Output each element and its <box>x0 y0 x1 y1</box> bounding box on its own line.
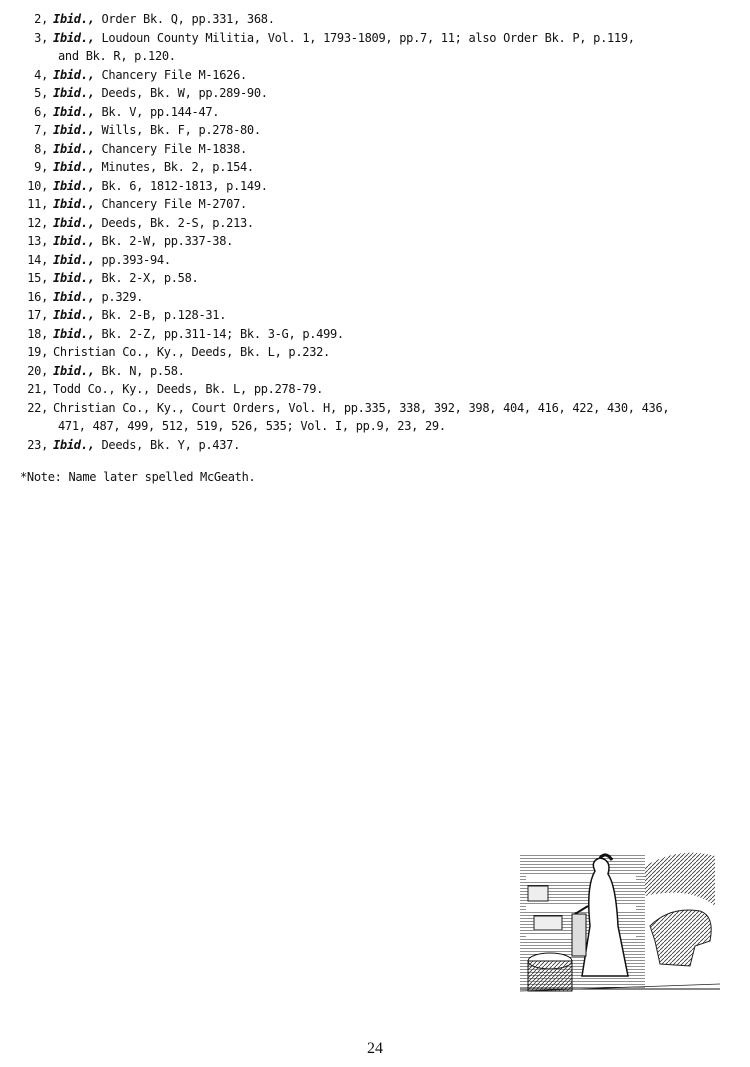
ibid-label: Ibid., <box>53 289 95 304</box>
ibid-label: Ibid., <box>53 30 95 45</box>
ibid-label: Ibid., <box>53 141 95 156</box>
citation-text: Deeds, Bk. W, pp.289-90. <box>101 86 268 100</box>
page-number: 24 <box>367 1040 383 1057</box>
footnote-text <box>53 269 740 288</box>
footnote-number: 6, <box>34 104 48 119</box>
footnote-item <box>20 29 740 48</box>
ibid-label: Ibid., <box>53 252 95 267</box>
ibid-label: Ibid., <box>53 271 95 285</box>
ibid-label: Ibid., <box>53 160 95 174</box>
footnote-item <box>20 214 740 233</box>
footnote-item <box>20 232 740 251</box>
footnote-number: 14, <box>27 252 48 267</box>
footnote-item <box>20 306 740 325</box>
ibid-label: Ibid., <box>53 123 95 137</box>
citation-text: Minutes, Bk. 2, p.154. <box>101 160 254 174</box>
footnote-text <box>53 399 740 418</box>
footnote-number: 23, <box>27 437 48 452</box>
footnote-text <box>53 10 740 29</box>
footnote-number: 20, <box>27 363 48 378</box>
footnote-text <box>53 158 740 177</box>
footnote-continuation: and Bk. R, p.120. <box>58 49 176 63</box>
ibid-label: Ibid., <box>53 234 95 248</box>
footnote-number: 22, <box>27 400 48 415</box>
footnote-number: 8, <box>34 141 48 156</box>
footnote-text <box>53 325 740 344</box>
citation-text: Bk. 6, 1812-1813, p.149. <box>101 178 268 193</box>
citation-text: Bk. 2-W, pp.337-38. <box>101 234 234 248</box>
footnote-item <box>20 84 740 103</box>
footnote-number: 4, <box>34 67 48 82</box>
citation-text: Bk. V, pp.144-47. <box>101 104 220 119</box>
citation-text: Todd Co., Ky., Deeds, Bk. L, pp.278-79. <box>53 382 324 396</box>
citation-text: Christian Co., Ky., Deeds, Bk. L, p.232. <box>53 345 330 359</box>
footnote-number: 21, <box>27 382 48 396</box>
footnote-number: 17, <box>27 308 48 322</box>
ibid-label: Ibid., <box>53 104 95 119</box>
citation-text: Wills, Bk. F, p.278-80. <box>101 123 261 137</box>
footnote-item <box>20 399 740 418</box>
citation-text: Chancery File M-2707. <box>101 197 247 211</box>
footnote-text <box>53 66 740 85</box>
citation-text: Bk. 2-B, p.128-31. <box>101 308 227 322</box>
footnote-item <box>20 362 740 381</box>
citation-text: Loudoun County Militia, Vol. 1, 1793-1809, pp.7, 11; also Order Bk. P, p.119, <box>101 30 635 45</box>
citation-text: Bk. N, p.58. <box>101 363 185 378</box>
citation-text: Bk. 2-Z, pp.311-14; Bk. 3-G, p.499. <box>101 326 344 341</box>
footnote-text <box>53 29 740 48</box>
footnote-item <box>20 195 740 214</box>
footnote-list <box>20 10 740 454</box>
ibid-label: Ibid., <box>53 178 95 193</box>
footnote-text <box>53 195 740 214</box>
citation-text: Chancery File M-1838. <box>101 141 247 156</box>
footnote-text <box>53 84 740 103</box>
footnote-number: 12, <box>27 215 48 230</box>
footnote-number: 19, <box>27 345 48 359</box>
footnote-number: 16, <box>27 289 48 304</box>
ibid-label: Ibid., <box>53 197 95 211</box>
footnote-text <box>53 288 740 307</box>
footnote-text <box>53 362 740 381</box>
footnote-number: 18, <box>27 326 48 341</box>
footnote-number: 10, <box>27 178 48 193</box>
footnote-item <box>20 269 740 288</box>
footnote-number: 2, <box>34 12 48 26</box>
footnote-note: *Note: Name later spelled McGeath. <box>20 470 256 484</box>
ibid-label: Ibid., <box>53 437 95 452</box>
footnote-item <box>20 158 740 177</box>
footnote-item <box>20 140 740 159</box>
footnote-number: 15, <box>27 271 48 285</box>
footnote-item <box>20 288 740 307</box>
footnote-text <box>53 436 740 455</box>
woodcut-illustration <box>520 846 720 996</box>
citation-text: Chancery File M-1626. <box>101 67 247 82</box>
footnote-item <box>20 343 740 362</box>
footnote-item <box>20 325 740 344</box>
ibid-label: Ibid., <box>53 363 95 378</box>
footnote-number: 3, <box>34 30 48 45</box>
footnote-text <box>53 343 740 362</box>
footnote-number: 13, <box>27 234 48 248</box>
ibid-label: Ibid., <box>53 215 95 230</box>
footnote-text <box>53 214 740 233</box>
footnote-text <box>53 103 740 122</box>
citation-text: Christian Co., Ky., Court Orders, Vol. H, pp.335, 338, 392, 398, 404, 416, 422, 430, 436, <box>53 400 670 415</box>
citation-text: Deeds, Bk. 2-S, p.213. <box>101 215 254 230</box>
footnote-item <box>20 66 740 85</box>
citation-text: Bk. 2-X, p.58. <box>101 271 199 285</box>
ibid-label: Ibid., <box>53 86 95 100</box>
citation-text: Order Bk. Q, pp.331, 368. <box>101 12 275 26</box>
footnote-text <box>53 251 740 270</box>
ibid-label: Ibid., <box>53 12 95 26</box>
footnote-number: 11, <box>27 197 48 211</box>
footnote-item <box>20 177 740 196</box>
footnote-number: 9, <box>34 160 48 174</box>
footnote-item <box>20 380 740 399</box>
citation-text: p.329. <box>101 289 144 304</box>
footnote-number: 7, <box>34 123 48 137</box>
footnote-item <box>20 436 740 455</box>
footnote-text <box>53 380 740 399</box>
footnote-number: 5, <box>34 86 48 100</box>
ibid-label: Ibid., <box>53 67 95 82</box>
dairy-scene-engraving-icon <box>520 846 720 996</box>
footnote-text <box>53 232 740 251</box>
footnote-item <box>20 121 740 140</box>
ibid-label: Ibid., <box>53 308 95 322</box>
ibid-label: Ibid., <box>53 326 95 341</box>
footnote-continuation: 471, 487, 499, 512, 519, 526, 535; Vol. I, pp.9, 23, 29. <box>58 419 446 433</box>
footnote-text <box>53 121 740 140</box>
footnote-text <box>53 306 740 325</box>
citation-text: pp.393-94. <box>101 252 171 267</box>
footnote-text <box>53 140 740 159</box>
footnote-item <box>20 10 740 29</box>
footnote-text <box>53 177 740 196</box>
footnote-item <box>20 251 740 270</box>
citation-text: Deeds, Bk. Y, p.437. <box>101 437 240 452</box>
footnote-item <box>20 103 740 122</box>
